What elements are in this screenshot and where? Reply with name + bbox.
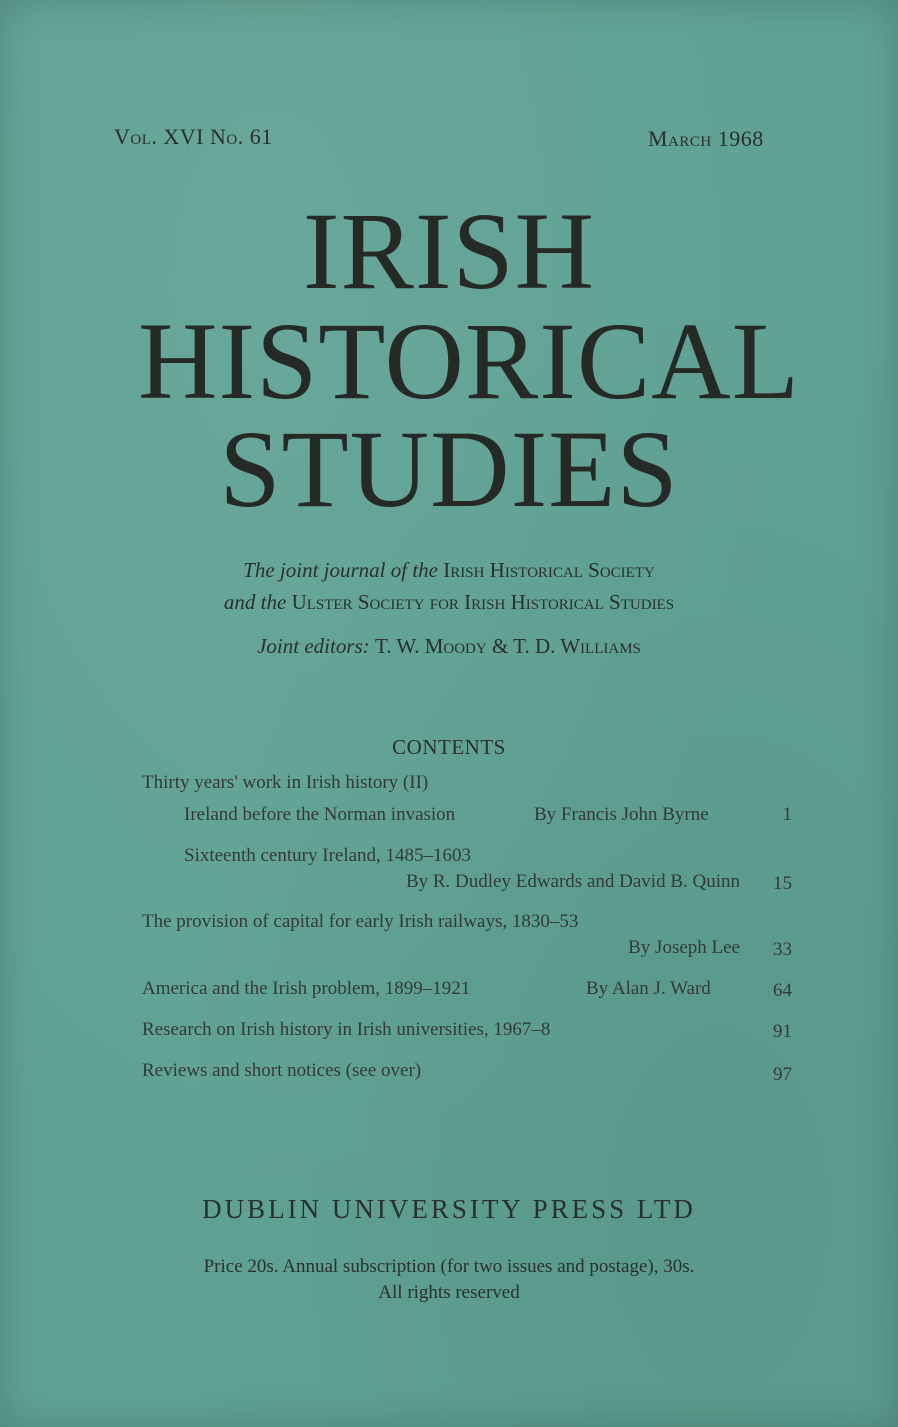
toc-entry-page: 64 bbox=[773, 980, 792, 1001]
rights-line: All rights reserved bbox=[378, 1282, 520, 1303]
editors-line bbox=[0, 634, 898, 659]
toc-entry-title: Research on Irish history in Irish universities, 1967–8 bbox=[142, 1019, 551, 1040]
toc-entry-title: Sixteenth century Ireland, 1485–1603 bbox=[184, 845, 472, 866]
subtitle-line-2 bbox=[0, 590, 898, 615]
subtitle-intro: The joint journal of the bbox=[243, 558, 438, 582]
toc-entry-title: Ireland before the Norman invasion bbox=[184, 804, 456, 825]
editors-names: T. W. Moody & T. D. Williams bbox=[374, 634, 641, 658]
toc-entry-title: Reviews and short notices (see over) bbox=[142, 1060, 422, 1081]
contents-heading: CONTENTS bbox=[392, 735, 506, 759]
toc-entry-page: 91 bbox=[773, 1021, 792, 1042]
ulster-society-name: Ulster Society for Irish Historical Studies bbox=[291, 590, 675, 614]
title-line-2: HISTORICAL bbox=[138, 300, 800, 422]
toc-entry-page: 15 bbox=[773, 873, 792, 894]
toc-entry-author: By Joseph Lee bbox=[628, 937, 740, 958]
price-line: Price 20s. Annual subscription (for two issues and postage), 30s. bbox=[203, 1256, 695, 1277]
toc-entry-title: The provision of capital for early Irish railways, 1830–53 bbox=[142, 911, 579, 932]
title-line-3: STUDIES bbox=[219, 408, 679, 530]
issue-date: March 1968 bbox=[648, 126, 764, 151]
subtitle-conjunction: and the bbox=[223, 590, 287, 614]
toc-entry-author: By Alan J. Ward bbox=[586, 978, 711, 999]
toc-entry-author: By R. Dudley Edwards and David B. Quinn bbox=[405, 871, 740, 892]
toc-entry-author: By Francis John Byrne bbox=[534, 804, 709, 825]
subtitle-line-1 bbox=[0, 558, 898, 583]
toc-entry-title: America and the Irish problem, 1899–1921 bbox=[142, 978, 471, 999]
toc-entry-page: 33 bbox=[773, 939, 792, 960]
title-line-1: IRISH bbox=[302, 190, 596, 312]
toc-entry-page: 1 bbox=[782, 804, 792, 825]
toc-entry-page: 97 bbox=[773, 1064, 792, 1085]
society-name: Irish Historical Society bbox=[443, 558, 655, 582]
toc-section-title: Thirty years' work in Irish history (II) bbox=[142, 772, 429, 793]
editors-label: Joint editors: bbox=[257, 634, 370, 658]
volume-number: Vol. XVI No. 61 bbox=[114, 124, 273, 149]
publisher-name: DUBLIN UNIVERSITY PRESS LTD bbox=[202, 1194, 696, 1224]
